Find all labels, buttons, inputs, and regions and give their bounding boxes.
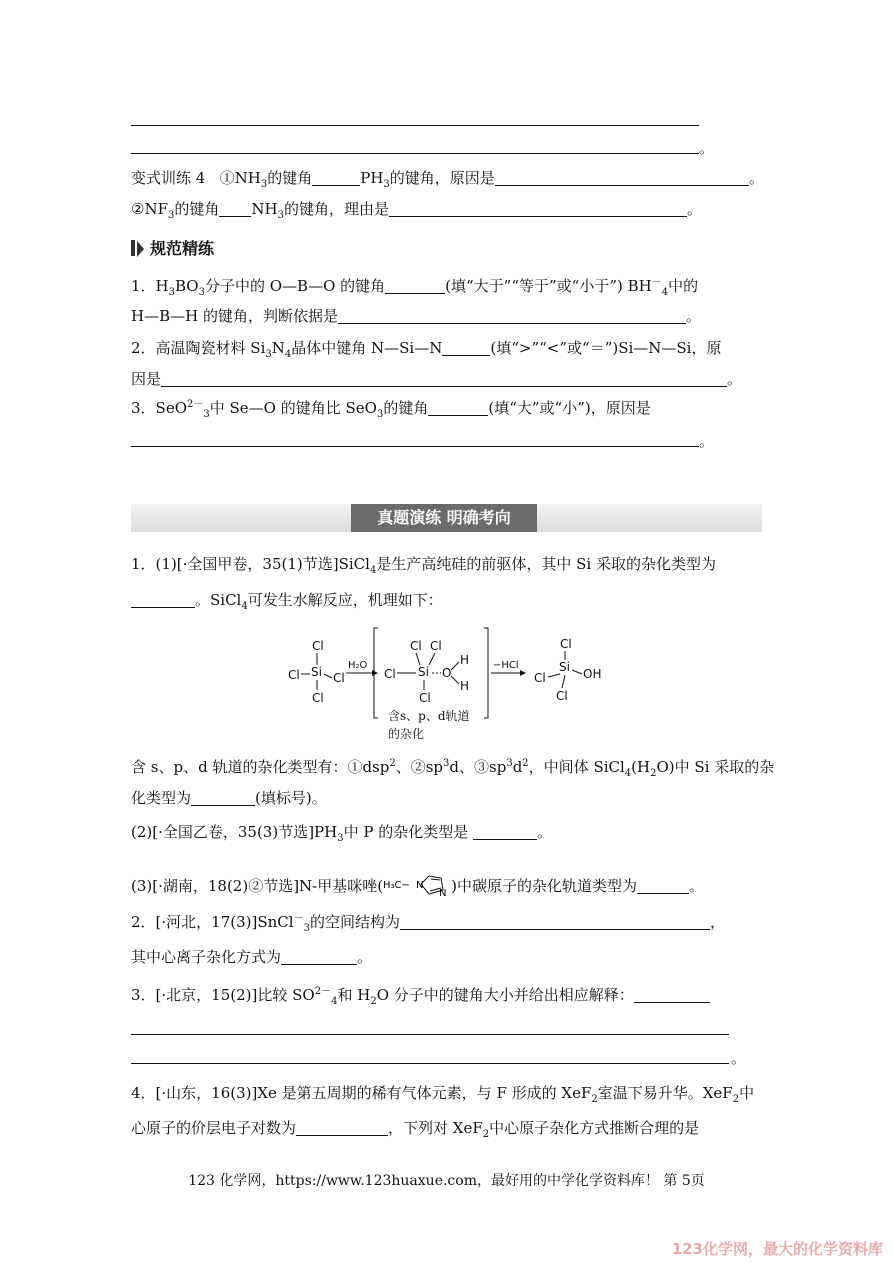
answer-blank[interactable]	[296, 1119, 388, 1136]
variant4-q1: 变式训练 4 $①NH_3$的键角 $PH_3$的键角，原因是 。	[131, 169, 764, 190]
page-footer: 123 化学网，https://www.123huaxue.com，最好用的中学化学资料库！ 第 5页	[188, 1173, 705, 1189]
atom-label: O	[442, 666, 452, 680]
atom-label: OH	[583, 667, 602, 681]
answer-blank[interactable]	[634, 986, 710, 1003]
methyl-label: H₃C−	[383, 880, 410, 891]
real-q4-line1: 4．[·山东，16(3)]Xe 是第五周期的稀有气体元素，与 F 形成的 XeF$_2$室温下易升华。XeF$_2$中	[131, 1084, 755, 1105]
heading-bar-icon	[131, 240, 135, 256]
answer-line	[131, 153, 699, 154]
atom-label: Cl	[430, 639, 442, 653]
period: 。	[699, 432, 715, 450]
nitrogen-label: N	[439, 888, 447, 899]
atom-label: Cl	[288, 668, 300, 682]
answer-blank[interactable]	[637, 877, 689, 894]
practice-q1-line1: 1．$H_3BO_3$分子中的 O—B—O 的键角 (填“大于”“等于”或“小于”) $BH^-_4$中的	[131, 277, 699, 298]
answer-blank[interactable]	[219, 200, 251, 217]
answer-blank[interactable]	[385, 277, 445, 294]
atom-label: Si	[559, 660, 570, 674]
reagent-label: H₂O	[348, 660, 368, 671]
answer-blank[interactable]	[442, 339, 490, 356]
real-q1-3: (3)[·湖南，18(2)②节选]N-甲基咪唑( H₃C− N N )中碳原子的杂化轨道类型为 。	[131, 870, 704, 900]
atom-label: Cl	[333, 671, 345, 685]
real-q3-line1: 3．[·北京，15(2)]比较 $SO^{2-}_4$和 $H_2O$ 分子中的键角大小并给出相应解释：	[131, 985, 710, 1005]
period: 。	[731, 1049, 747, 1067]
answer-blank[interactable]	[338, 307, 686, 324]
answer-blank[interactable]	[131, 591, 195, 608]
note-label: 含s、p、d轨道	[388, 709, 470, 723]
atom-label: H	[460, 679, 470, 693]
atom-label: Cl	[312, 639, 324, 653]
real-q1-line1: 1．(1)[·全国甲卷，35(1)节选]SiCl$_4$是生产高纯硅的前驱体，其中 Si 采取的杂化类型为	[131, 555, 716, 576]
section-heading-practice: 规范精练	[131, 236, 214, 259]
practice-q3-line1: 3．SeO$^{2-}_3$中 Se—O 的键角比 SeO$_3$的键角 (填“大”或“小”)，原因是	[131, 399, 651, 420]
answer-line	[131, 125, 699, 126]
real-q1-line4: 化类型为 (填标号)。	[131, 789, 327, 807]
answer-blank[interactable]	[389, 200, 687, 217]
atom-label: Cl	[534, 671, 546, 685]
practice-q2-line2: 因是 。	[131, 370, 743, 388]
atom-label: H	[460, 653, 470, 667]
atom-label: Si	[418, 665, 429, 679]
answer-blank[interactable]	[473, 823, 537, 840]
real-q1-line2: 。SiCl$_4$可发生水解反应，机理如下：	[131, 590, 443, 610]
reagent-label: −HCl	[493, 660, 519, 671]
answer-blank[interactable]	[428, 399, 488, 416]
answer-blank[interactable]	[191, 789, 255, 806]
note-label: 的杂化	[388, 727, 425, 741]
real-q2-line1: 2．[·河北，17(3)]SnCl－$_3$的空间结构为 ，	[131, 913, 725, 934]
atom-label: Cl	[384, 667, 396, 681]
atom-label: Cl	[560, 637, 572, 651]
variant4-q2: $②NF_3$的键角 $NH_3$的键角，理由是 。	[131, 200, 702, 221]
real-q4-line2: 心原子的价层电子对数为 ，下列对 XeF$_2$中心原子杂化方式推断合理的是	[131, 1119, 700, 1140]
practice-q2-line1: 2．高温陶瓷材料 $Si_3N_4$晶体中键角 N—Si—N (填“>”“<”或“＝”)Si—N—Si，原	[131, 339, 722, 360]
answer-line	[131, 1034, 729, 1035]
answer-line	[131, 1063, 729, 1064]
answer-blank[interactable]	[281, 948, 357, 965]
atom-label: Si	[311, 665, 322, 679]
heading-triangle-icon	[137, 241, 144, 257]
real-q1-2: (2)[·全国乙卷，35(3)节选]$PH_3$中 P 的杂化类型是 。	[131, 823, 553, 844]
real-q1-line3: 含 s、p、d 轨道的杂化类型有：①dsp$^2$、$②sp^3d$、$③sp^3d^2$，中间体 $SiCl_4(H_2O)$中 Si 采取的杂	[131, 758, 775, 779]
answer-blank[interactable]	[495, 169, 749, 186]
atom-label: Cl	[419, 691, 431, 705]
answer-line	[131, 446, 699, 447]
period: 。	[699, 139, 715, 157]
atom-label: Cl	[556, 689, 568, 703]
hydrolysis-mechanism-diagram	[280, 620, 620, 748]
section-banner-title: 真题演练 明确考向	[351, 504, 537, 532]
watermark: 123化学网，最大的化学资料库	[671, 1240, 883, 1258]
atom-label: Cl	[410, 639, 422, 653]
atom-label: Cl	[312, 691, 324, 705]
real-q2-line2: 其中心离子杂化方式为 。	[131, 948, 373, 966]
answer-blank[interactable]	[161, 370, 727, 387]
answer-blank[interactable]	[312, 169, 360, 186]
answer-blank[interactable]	[400, 913, 710, 930]
n-methylimidazole-structure	[383, 870, 451, 900]
nitrogen-label: N	[416, 880, 424, 891]
practice-q1-line2: H—B—H 的键角，判断依据是 。	[131, 307, 701, 325]
